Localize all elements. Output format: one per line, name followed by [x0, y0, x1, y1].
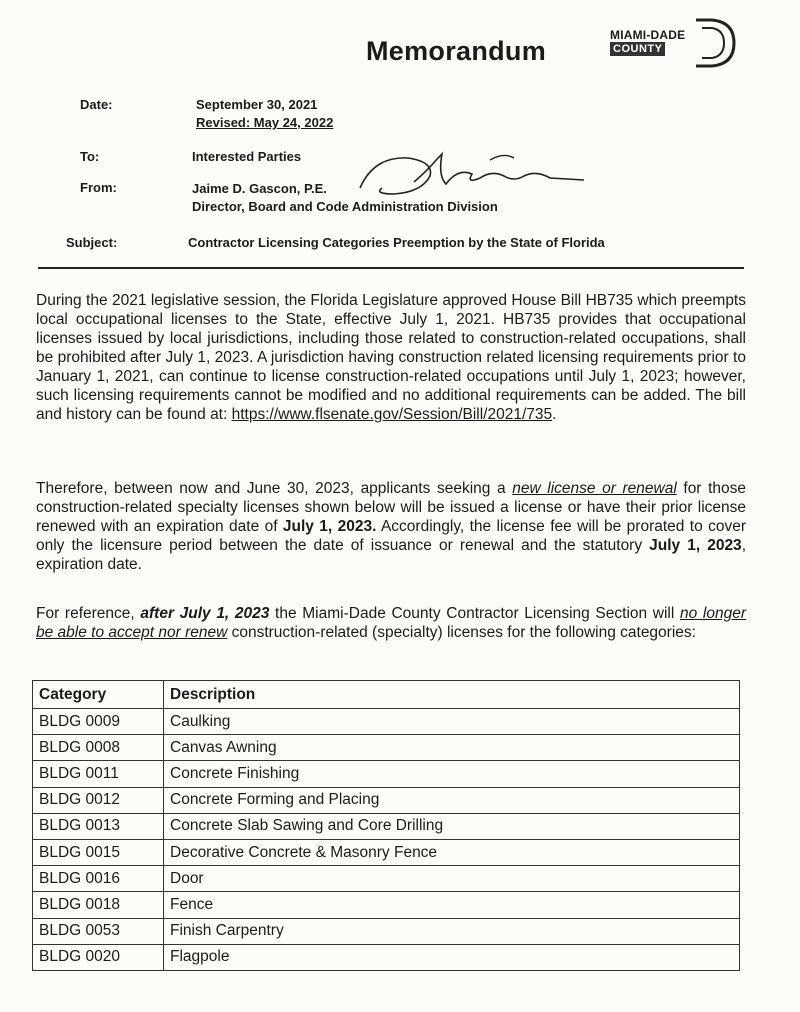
table-row	[33, 787, 740, 813]
p2-c: Accordingly, the license fee will be prorated to cover only the licensure period between the date of issuance or renewal and the statutory	[36, 518, 747, 554]
category-cell: BLDG 0018	[33, 892, 164, 918]
p3-underlined: no longer be able to accept nor renew	[36, 605, 746, 641]
subject-label: Subject:	[66, 235, 118, 250]
description-cell: Flagpole	[164, 944, 740, 970]
category-cell: BLDG 0013	[33, 813, 164, 839]
p3-b: the Miami-Dade County Contractor Licensing Section will	[269, 605, 680, 622]
description-cell: Concrete Finishing	[164, 761, 740, 787]
categories-table	[32, 680, 740, 971]
category-cell: BLDG 0012	[33, 787, 164, 813]
to-value: Interested Parties	[192, 149, 302, 164]
table-row	[33, 918, 740, 944]
p2-bold-1: July 1, 2023.	[282, 518, 377, 535]
from-title: Director, Board and Code Administration Division	[192, 199, 498, 214]
date-value: September 30, 2021	[196, 97, 318, 112]
category-cell: BLDG 0020	[33, 944, 164, 970]
table-header-row	[33, 681, 740, 709]
logo-line1: MIAMI-DADE	[610, 28, 686, 42]
miami-dade-county-logo	[608, 16, 736, 70]
signature	[354, 148, 594, 204]
description-cell: Fence	[164, 892, 740, 918]
category-header: Category	[33, 681, 164, 709]
category-cell: BLDG 0009	[33, 709, 164, 735]
table-row	[33, 735, 740, 761]
category-cell: BLDG 0053	[33, 918, 164, 944]
p3-a: For reference,	[36, 605, 141, 622]
description-cell: Door	[164, 866, 740, 892]
from-name: Jaime D. Gascon, P.E.	[192, 181, 327, 196]
to-label: To:	[80, 149, 100, 164]
page-title: Memorandum	[366, 36, 547, 66]
p2-bold-2: July 1, 2023	[649, 537, 742, 554]
category-cell: BLDG 0011	[33, 761, 164, 787]
p2-underlined: new license or renewal	[512, 480, 677, 497]
p3-c: construction-related (specialty) licenses for the following categories:	[227, 624, 696, 641]
description-cell: Concrete Slab Sawing and Core Drilling	[164, 813, 740, 839]
date-label: Date:	[80, 97, 113, 112]
description-cell: Decorative Concrete & Masonry Fence	[164, 839, 740, 865]
table-row	[33, 944, 740, 970]
table-row	[33, 839, 740, 865]
description-cell: Caulking	[164, 709, 740, 735]
description-cell: Canvas Awning	[164, 735, 740, 761]
category-cell: BLDG 0015	[33, 839, 164, 865]
description-cell: Concrete Forming and Placing	[164, 787, 740, 813]
from-label: From:	[80, 180, 117, 195]
table-row	[33, 866, 740, 892]
p3-bold-italic: after July 1, 2023	[140, 605, 270, 622]
description-header: Description	[164, 681, 740, 709]
p2-a: Therefore, between now and June 30, 2023, applicants seeking a	[36, 480, 513, 497]
p2-b: for those construction-related specialty licenses shown below will be issued a license or have their prior license renewed with an expiration date of	[36, 480, 746, 535]
table-row	[33, 813, 740, 839]
p2-d: , expiration date.	[36, 537, 746, 573]
description-cell: Finish Carpentry	[164, 918, 740, 944]
table-row	[33, 761, 740, 787]
paragraph-1	[36, 291, 746, 424]
header-divider	[38, 267, 744, 269]
subject-value: Contractor Licensing Categories Preemption by the State of Florida	[188, 235, 605, 250]
category-cell: BLDG 0008	[33, 735, 164, 761]
paragraph-2	[36, 479, 746, 574]
p1-text: During the 2021 legislative session, the Florida Legislature approved House Bill HB735 which preempts local occupational licenses to the State, effective July 1, 2021. HB735 provides that occupational licenses issued by local jurisdictions, including those related to construction-related occupations, shall be prohibited after July 1, 2023. A jurisdiction having construction related licensing requirements prior to January 1, 2021, can continue to license construction-related occupations until July 1, 2023; however, such licensing requirements cannot be modified and no additional requirements can be added. The bill and history can be found at:	[36, 292, 746, 423]
table-row	[33, 892, 740, 918]
paragraph-3	[36, 604, 746, 642]
category-cell: BLDG 0016	[33, 866, 164, 892]
logo-line2: COUNTY	[610, 42, 665, 56]
p1-end: .	[552, 406, 557, 423]
table-row	[33, 709, 740, 735]
senate-bill-link[interactable]: https://www.flsenate.gov/Session/Bill/2021/735	[231, 406, 553, 423]
revised-date: Revised: May 24, 2022	[196, 115, 334, 130]
